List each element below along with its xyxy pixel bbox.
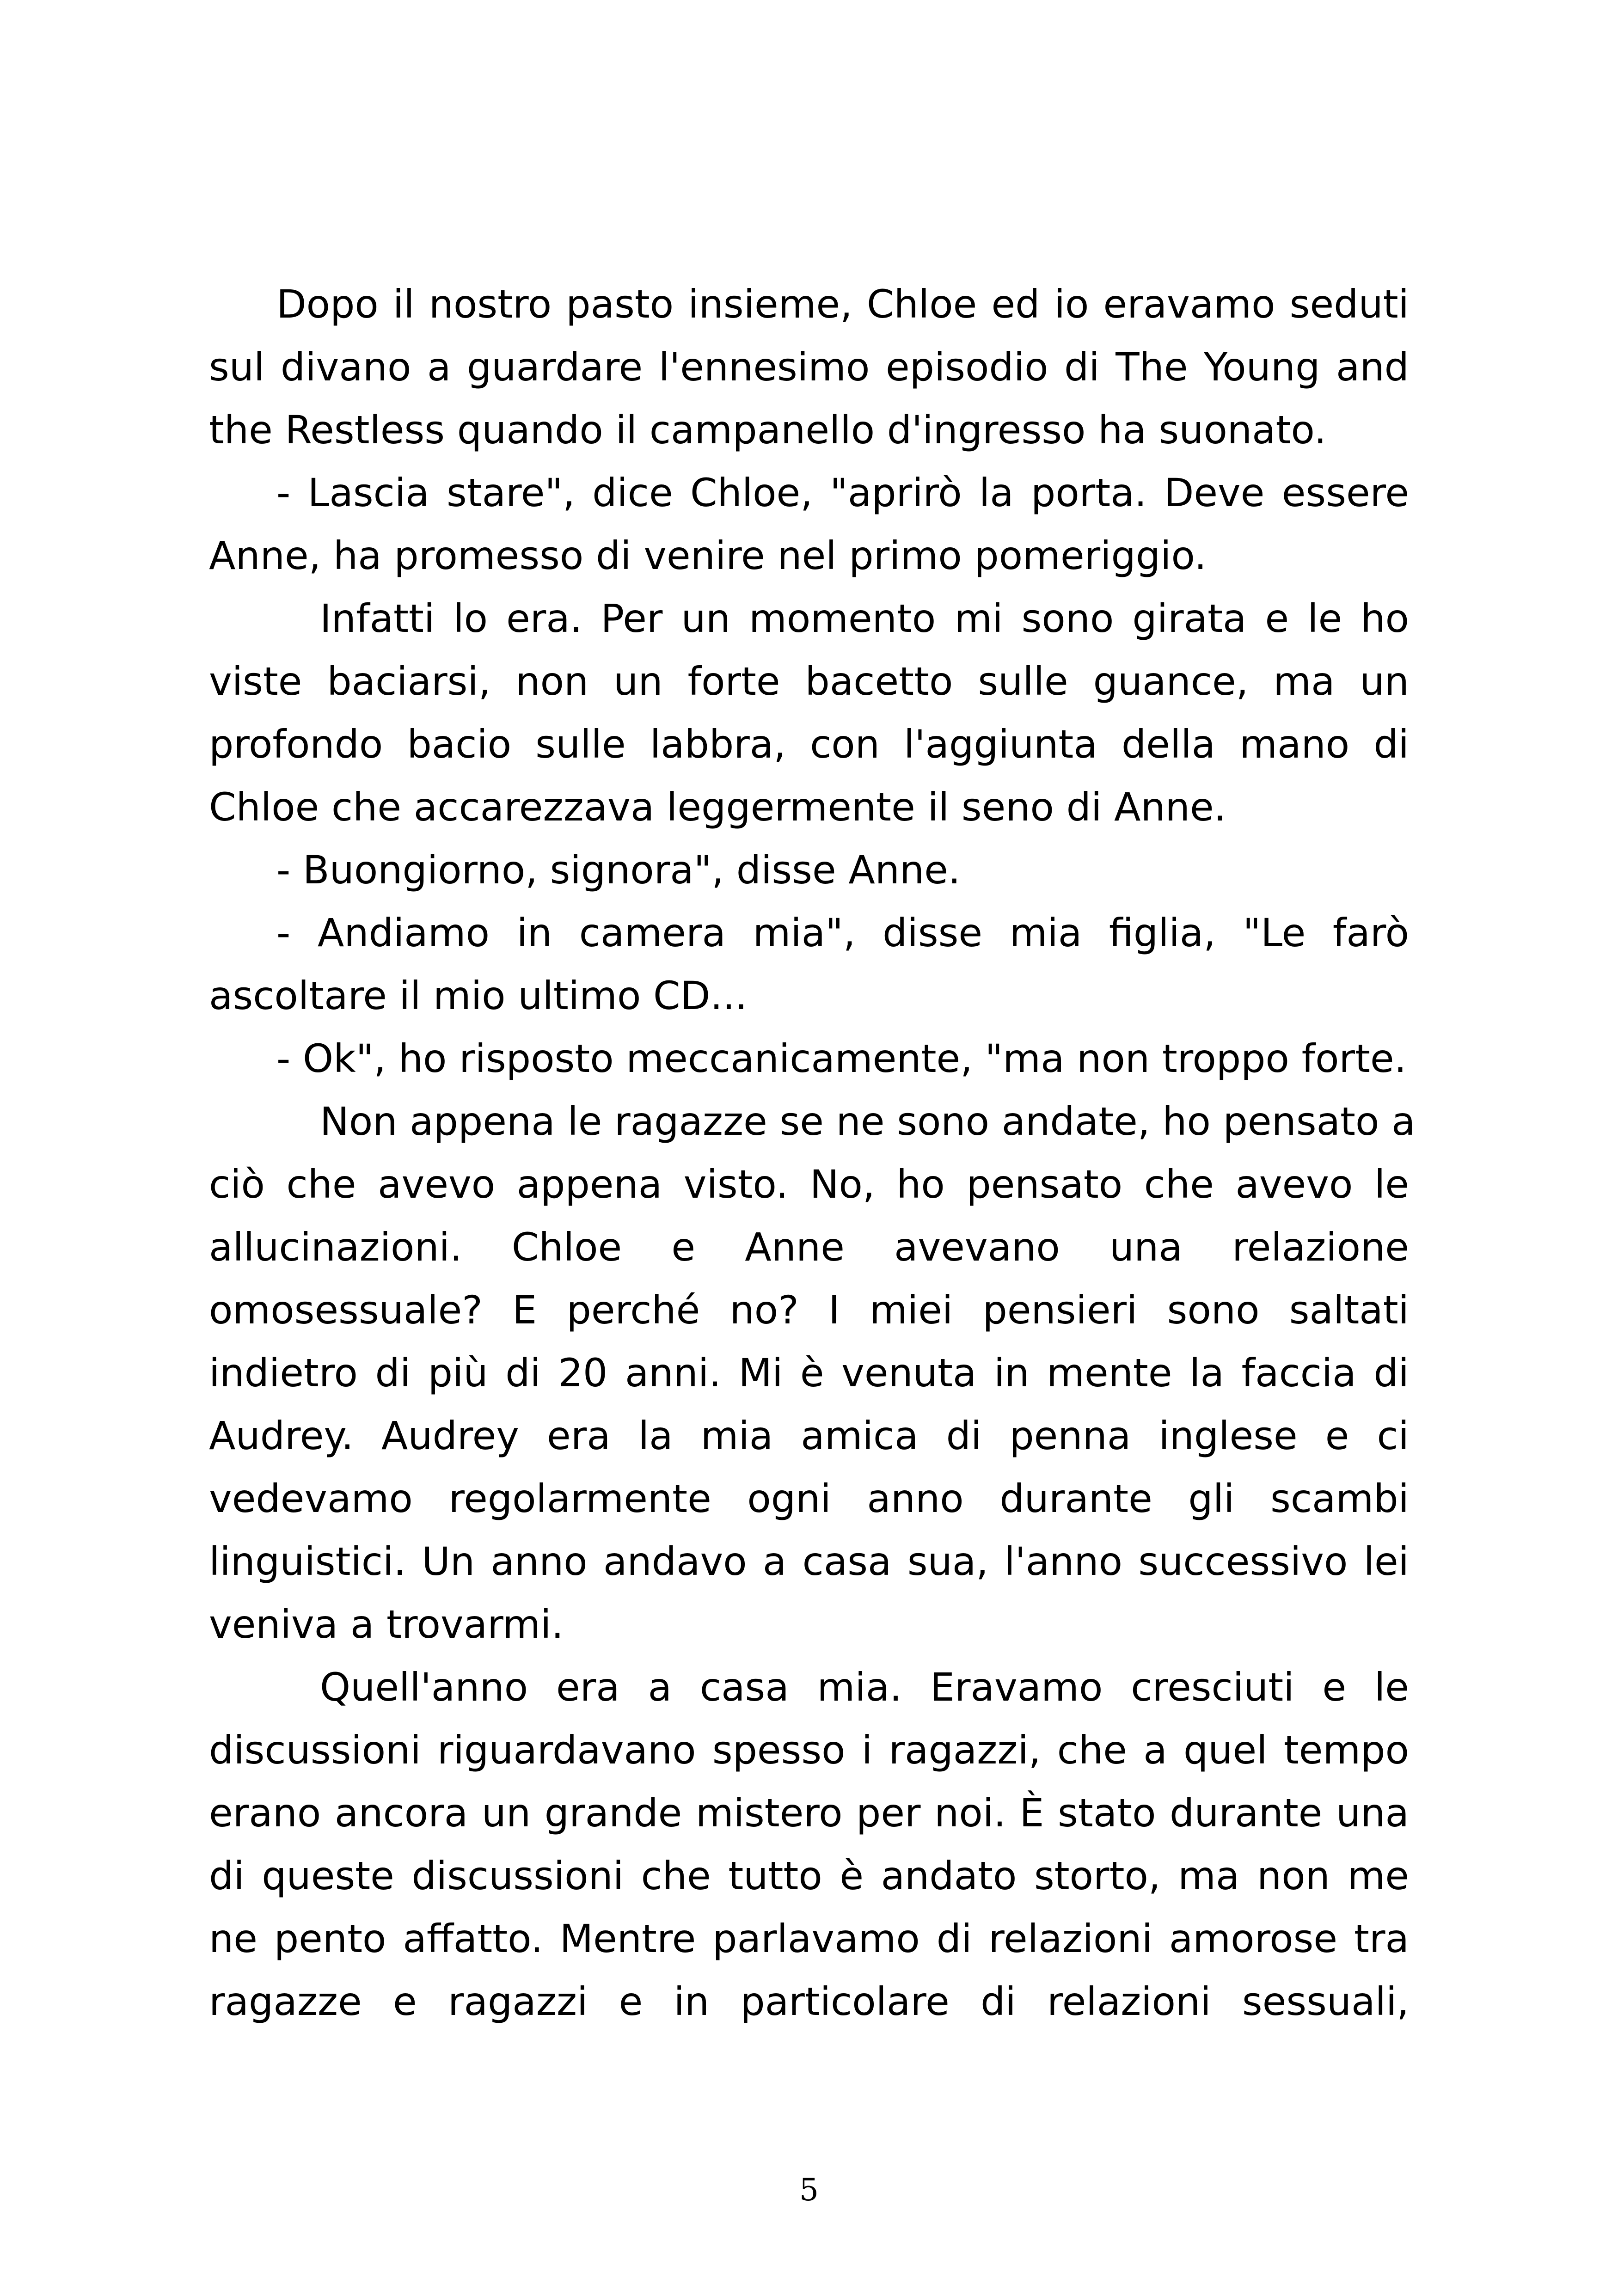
text-line: profondo bacio sulle labbra, con l'aggiunta della mano di [209, 722, 1409, 767]
text-line: ragazze e ragazzi e in particolare di relazioni sessuali, [209, 1979, 1409, 2024]
text-line: discussioni riguardavano spesso i ragazzi, che a quel tempo [209, 1727, 1409, 1773]
text-line: Dopo il nostro pasto insieme, Chloe ed io eravamo seduti [276, 282, 1409, 327]
text-line: Quell'anno era a casa mia. Eravamo cresciuti e le [320, 1665, 1409, 1710]
text-line: - Buongiorno, signora", disse Anne. [276, 847, 961, 893]
text-line: erano ancora un grande mistero per noi. È stato durante una [209, 1790, 1409, 1836]
text-line: Audrey. Audrey era la mia amica di penna inglese e ci [209, 1413, 1409, 1458]
text-line: ne pento affatto. Mentre parlavamo di relazioni amorose tra [209, 1916, 1409, 1961]
text-line: the Restless quando il campanello d'ingresso ha suonato. [209, 407, 1327, 453]
text-line: viste baciarsi, non un forte bacetto sulle guance, ma un [209, 659, 1409, 704]
body-text [209, 273, 1416, 2033]
text-line: veniva a trovarmi. [209, 1602, 564, 1647]
page-number: 5 [799, 2172, 819, 2208]
text-line: vedevamo regolarmente ogni anno durante gli scambi [209, 1476, 1409, 1521]
text-line: linguistici. Un anno andavo a casa sua, l'anno successivo lei [209, 1539, 1409, 1584]
text-line: indietro di più di 20 anni. Mi è venuta in mente la faccia di [209, 1350, 1409, 1396]
text-line: - Ok", ho risposto meccanicamente, "ma non troppo forte. [276, 1036, 1407, 1081]
text-line: allucinazioni. Chloe e Anne avevano una relazione [209, 1225, 1409, 1270]
text-line: Non appena le ragazze se ne sono andate, ho pensato a [320, 1099, 1416, 1144]
text-line: - Andiamo in camera mia", disse mia figlia, "Le farò [276, 910, 1409, 955]
text-line: ascoltare il mio ultimo CD... [209, 973, 748, 1018]
text-line: sul divano a guardare l'ennesimo episodio di The Young and [209, 344, 1409, 390]
text-line: Anne, ha promesso di venire nel primo pomeriggio. [209, 533, 1207, 578]
text-line: di queste discussioni che tutto è andato storto, ma non me [209, 1853, 1409, 1898]
text-line: ciò che avevo appena visto. No, ho pensato che avevo le [209, 1162, 1409, 1207]
text-line: - Lascia stare", dice Chloe, "aprirò la porta. Deve essere [276, 470, 1409, 515]
text-line: omosessuale? E perché no? I miei pensieri sono saltati [209, 1287, 1409, 1333]
text-line: Chloe che accarezzava leggermente il seno di Anne. [209, 784, 1226, 830]
text-line: Infatti lo era. Per un momento mi sono girata e le ho [320, 596, 1409, 641]
